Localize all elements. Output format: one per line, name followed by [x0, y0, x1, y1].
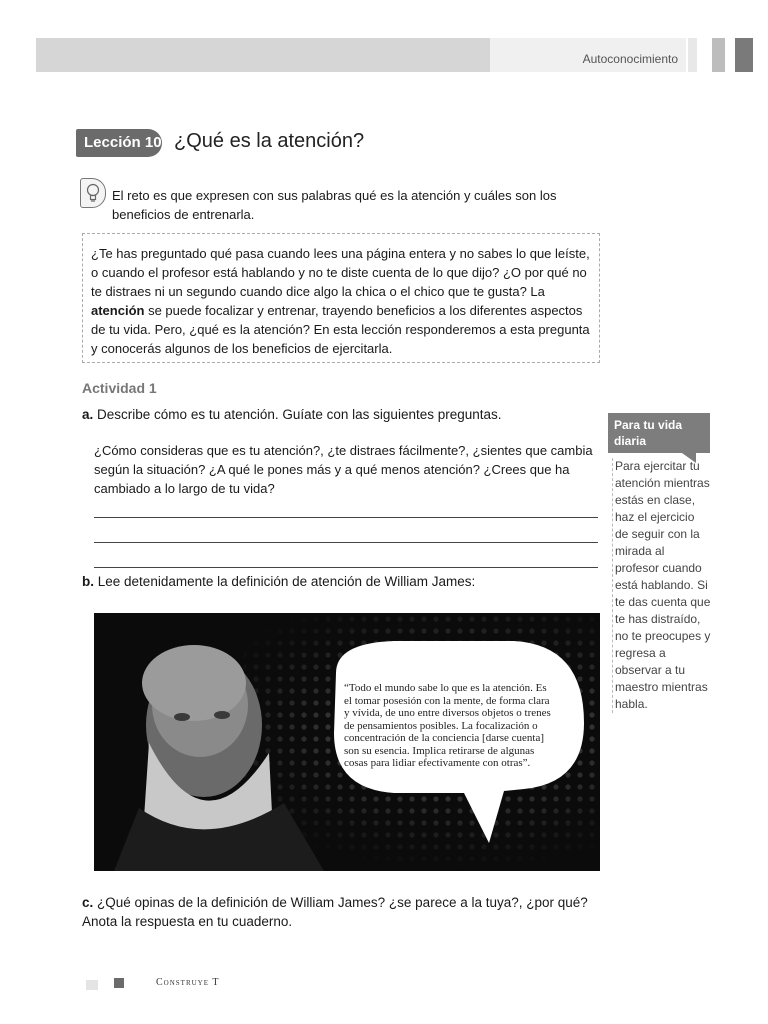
- question-c-text: ¿Qué opinas de la definición de William James? ¿se parece a la tuya?, ¿por qué? Anota la respuesta en tu cuaderno.: [82, 895, 588, 929]
- answer-line[interactable]: [94, 542, 598, 543]
- question-c: [82, 893, 602, 931]
- question-b: [82, 574, 602, 589]
- question-a-text: Describe cómo es tu atención. Guíate con las siguientes preguntas.: [97, 407, 502, 422]
- intro-text-continued: se puede focalizar y entrenar, trayendo beneficios a los diferentes aspectos de tu vida. Pero, ¿qué es la atención? En esta lección responderemos a esta pregunta y conocerás algunos de los beneficios de ejercitarla.: [91, 303, 590, 356]
- question-b-label: b.: [82, 574, 94, 589]
- question-a-prompt: ¿Cómo consideras que es tu atención?, ¿te distraes fácilmente?, ¿sientes que cambia según la situación? ¿A qué le pones más y a qué menos atención? ¿Crees que ha cambiado a lo largo de tu vida?: [94, 443, 593, 496]
- answer-line[interactable]: [94, 567, 598, 568]
- activity-title: Actividad 1: [82, 380, 157, 396]
- answer-line[interactable]: [94, 517, 598, 518]
- footer-square-icon: [114, 978, 124, 988]
- section-title: Autoconocimiento: [582, 52, 678, 66]
- question-a: [82, 405, 602, 424]
- header-bar: [36, 38, 490, 72]
- question-b-text: Lee detenidamente la definición de atención de William James:: [97, 574, 476, 589]
- lesson-title: ¿Qué es la atención?: [174, 130, 365, 152]
- footer-decor: [86, 980, 98, 990]
- header-decor-bar: [688, 38, 697, 72]
- intro-text: ¿Te has preguntado qué pasa cuando lees una página entera y no sabes lo que leíste, o cuando el profesor está hablando y no te diste cuenta de lo que dijo? ¿O por qué no te distraes ni un segundo cuando dice algo la chica o el chico que te gusta? La: [91, 246, 590, 299]
- sidebar-title: Para tu vida diaria: [608, 413, 710, 453]
- header-decor-bar: [712, 38, 725, 72]
- footer-brand: Construye T: [156, 977, 220, 988]
- lesson-challenge: El reto es que expresen con sus palabras qué es la atención y cuáles son los beneficios de entrenarla.: [112, 188, 557, 222]
- intro-box: [82, 233, 600, 363]
- header-decor-bar: [735, 38, 753, 72]
- sidebar-text: Para ejercitar tu atención mientras estás en clase, haz el ejercicio de seguir con la mirada al profesor cuando está hablando. Si te das cuenta que te has distraído, no te preocupes y regresa a observar a tu maestro mientras habla.: [612, 458, 711, 713]
- question-a-label: a.: [82, 407, 94, 422]
- william-james-quote: “Todo el mundo sabe lo que es la atención. Es el tomar posesión con la mente, de forma clara y vívida, de uno entre diversos objetos o trenes de pensamientos posibles. La focalización o concentración de la conciencia [darse cuenta] son su esencia. Implica retirarse de algunas cosas para lidiar efectivamente con otras”.: [344, 682, 551, 769]
- question-c-label: c.: [82, 895, 94, 910]
- lightbulb-icon: [80, 178, 106, 208]
- lesson-badge: Lección 10: [76, 129, 162, 157]
- intro-keyword: atención: [91, 303, 145, 318]
